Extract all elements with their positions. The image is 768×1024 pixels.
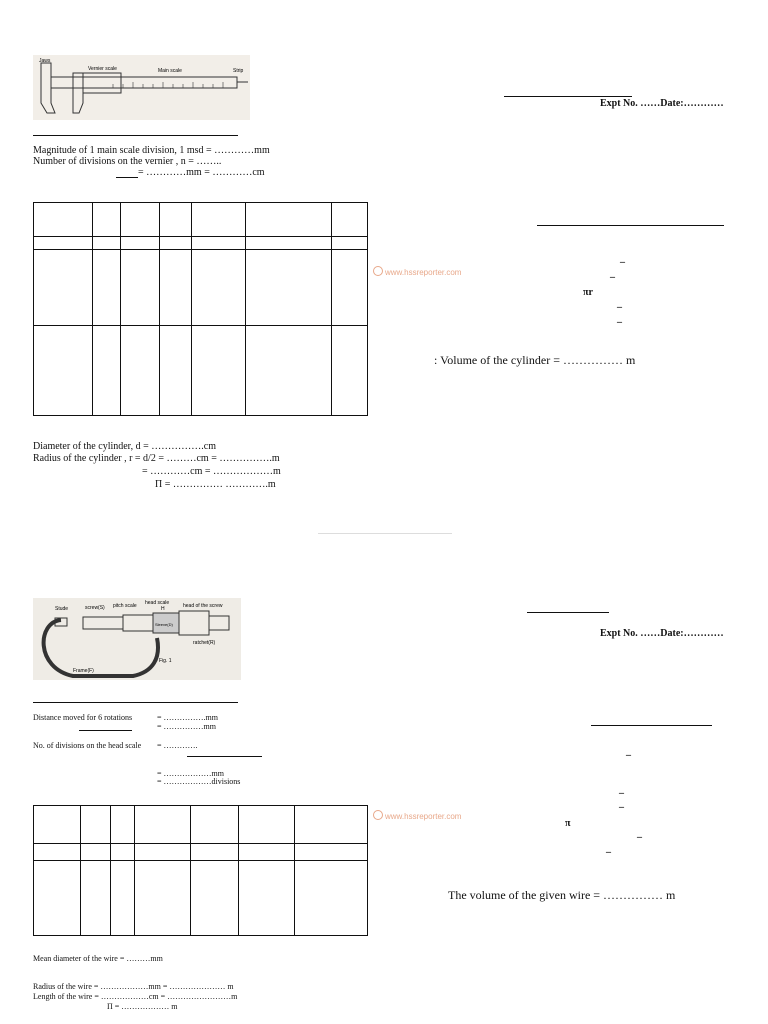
watermark-2 [373,810,461,821]
least-count-line: = …………mm = …………cm [138,167,265,178]
jaws-label: Jaws [39,58,51,64]
screw-gauge-figure [33,598,241,680]
expt-date-line-2: Expt No. ……Date:………… [600,628,724,639]
section-divider [318,533,452,534]
cylinder-volume-line: : Volume of the cylinder = …………… m [434,353,636,367]
msd-line: Magnitude of 1 main scale division, 1 msd = …………mm [33,145,270,156]
table-header-row [34,203,368,237]
table-cell [80,861,110,936]
table-cell [295,844,368,861]
mean-diameter-line: Mean diameter of the wire = ………mm [33,954,163,963]
table-cell [134,806,190,844]
table-cell [332,237,368,250]
head-of-screw-label: head of the screw [183,603,223,609]
distance-value-2: = ……………mm [157,722,216,731]
table-cell [159,237,192,250]
table-row [34,861,368,936]
table-cell [110,806,134,844]
aim-underline-2 [33,702,238,703]
observation-table-1 [33,202,368,416]
head-divisions-value: = …………. [157,741,198,750]
table-cell [80,844,110,861]
watermark-1 [373,266,461,277]
pitch-scale-label: pitch scale [113,603,137,609]
table-cell [332,250,368,326]
table-cell [246,250,332,326]
table-cell [190,844,239,861]
ratchet-label: ratchet(R) [193,640,216,646]
table-cell [92,203,120,237]
table-cell [120,203,159,237]
stude-label: Stude [55,606,69,612]
distance-value-1: = …………….mm [157,713,218,722]
table-cell [332,203,368,237]
table-cell [190,861,239,936]
table-cell [192,237,246,250]
least-count-blank [116,177,138,178]
main-scale-label: Main scale [158,68,182,74]
table-cell [34,861,81,936]
table-cell [332,326,368,416]
formula-bar: _ [626,746,631,757]
table-cell [110,861,134,936]
table-cell [239,861,295,936]
table-cell [295,806,368,844]
pitch-blank [79,730,132,731]
lc-value-2: = ………………divisions [157,777,241,786]
table-cell [192,250,246,326]
table-cell [246,237,332,250]
table-cell [192,203,246,237]
formula-underline [537,225,724,226]
formula-bar: _ [610,268,615,279]
table-cell [134,844,190,861]
screw-label: screw(S) [85,605,105,611]
formula-underline-2 [591,725,712,726]
vernier-divisions-line: Number of divisions on the vernier , n = …….. [33,156,222,167]
table-header-row [34,806,368,844]
pi-value-line-2: Π = ……………… m [107,1002,178,1011]
table-cell [34,250,93,326]
wire-length-line: Length of the wire = ………………cm = ……………………m [33,992,238,1001]
table-cell [92,237,120,250]
observation-table-2 [33,805,368,936]
formula-bar: _ [606,843,611,854]
table-cell [246,326,332,416]
table-cell [159,203,192,237]
formula-bar: _ [619,798,624,809]
table-cell [92,326,120,416]
watermark-text: www.hssreporter.com [385,268,462,277]
table-row [34,250,368,326]
table-cell [34,237,93,250]
title-underline-2 [527,612,609,613]
watermark-logo-icon [373,266,383,276]
lc-value-1: = ………………mm [157,769,224,778]
table-cell [190,806,239,844]
table-cell [34,806,81,844]
title-underline [504,96,632,97]
sleeve-label: Sleeve(D) [155,622,173,627]
formula-bar: _ [617,298,622,309]
vernier-scale-label: Vernier scale [88,66,117,72]
table-row [34,326,368,416]
watermark-logo-icon [373,810,383,820]
table-cell [34,203,93,237]
table-subheader-row [34,844,368,861]
screw-gauge-drawing [33,598,241,680]
watermark-text: www.hssreporter.com [385,812,462,821]
strip-label: Strip [233,68,244,74]
table-cell [120,326,159,416]
formula-bar: _ [617,313,622,324]
cylinder-radius-line: Radius of the cylinder , r = d/2 = ………cm = …………….m [33,453,280,464]
wire-volume-line: The volume of the given wire = …………… m [448,888,676,902]
table-cell [246,203,332,237]
formula-bar: _ [619,784,624,795]
vernier-caliper-drawing [33,55,250,120]
expt-date-line: Expt No. ……Date:………… [600,98,724,109]
wire-radius-line: Radius of the wire = ………………mm = ………………… m [33,982,234,991]
frame-label: Frame(F) [73,668,94,674]
table-cell [159,250,192,326]
table-cell [120,237,159,250]
h-label: H [161,606,165,612]
distance-label: Distance moved for 6 rotations [33,713,133,722]
table-cell [295,861,368,936]
table-cell [134,861,190,936]
head-scale-label: head scale [145,600,170,606]
aim-underline [33,135,238,136]
fig-label: Fig. 1 [159,658,172,664]
formula-bar: _ [637,828,642,839]
least-count-blank-2 [187,756,262,757]
table-cell [92,250,120,326]
table-cell [192,326,246,416]
table-subheader-row [34,237,368,250]
cylinder-diameter-line: Diameter of the cylinder, d = …………….cm [33,441,216,452]
pi-r-symbol: πr [583,287,593,298]
table-cell [239,806,295,844]
pi-symbol: π [565,818,571,829]
table-cell [34,844,81,861]
cylinder-radius-line-2: = …………cm = ………………m [142,466,281,477]
table-cell [80,806,110,844]
table-cell [120,250,159,326]
table-cell [110,844,134,861]
head-divisions-label: No. of divisions on the head scale [33,741,142,750]
vernier-caliper-figure [33,55,250,120]
table-cell [34,326,93,416]
table-cell [159,326,192,416]
pi-value-line: Π = …………… ………….m [155,479,276,490]
table-cell [239,844,295,861]
formula-bar: _ [620,253,625,264]
